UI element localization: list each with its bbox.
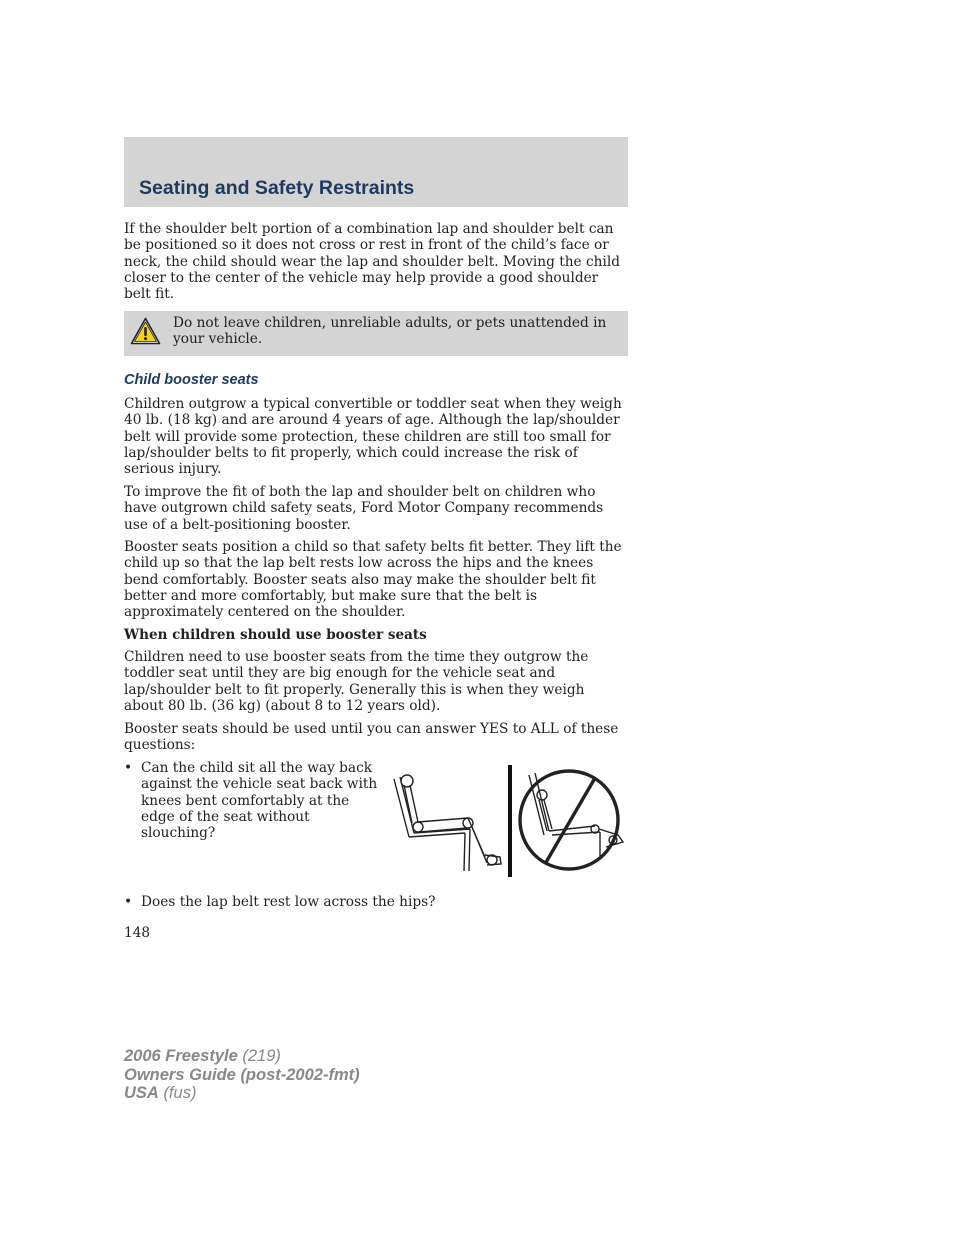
incorrect-seating-figure [520,771,623,869]
footer-guide: Owners Guide (post-2002-fmt) [124,1065,360,1084]
footer-region: USA [124,1084,159,1102]
section-header-band [124,137,628,207]
paragraph-outgrow: Children outgrow a typical convertible or toddler seat when they weigh 40 lb. (18 kg) and are around 4 years of age. Although the lap/shoulder belt will provide some protection, these children are still too small for lap/shoulder belts to fit properly, which could increase the risk of serious injury. [124,396,622,478]
footer-model-line [124,1047,360,1066]
correct-seating-figure [394,775,501,871]
warning-triangle-icon [130,317,161,345]
warning-text: Do not leave children, unreliable adults, or pets unattended in your vehicle. [173,315,607,348]
warning-box [124,311,628,356]
subhead-when-use-booster: When children should use booster seats [124,627,427,643]
section-title: Seating and Safety Restraints [139,177,415,199]
footer-model-code: (219) [242,1047,281,1065]
footer-region-line [124,1084,360,1103]
bullet-marker: • [124,894,133,910]
paragraph-until-yes: Booster seats should be used until you can answer YES to ALL of these questions: [124,721,619,754]
footer-region-code: (fus) [163,1084,197,1102]
paragraph-shoulder-belt: If the shoulder belt portion of a combination lap and shoulder belt can be positioned so it does not cross or rest in front of the child’s face or neck, the child should wear the lap and shoulder belt. Moving the child closer to the center of the vehicle may help provide a good shoulder belt fit. [124,221,620,303]
bullet-text: Can the child sit all the way back against the vehicle seat back with knees bent comfortably at the edge of the seat without slouching? [141,760,378,842]
paragraph-need-booster: Children need to use booster seats from the time they outgrow the toddler seat until they are big enough for the vehicle seat and lap/shoulder belt to fit properly. Generally this is when they weigh about 80 lb. (36 kg) (about 8 to 12 years old). [124,649,589,714]
bullet-text: Does the lap belt rest low across the hips? [141,894,436,910]
bullet-marker: • [124,760,133,776]
paragraph-booster-position: Booster seats position a child so that safety belts fit better. They lift the child up so that the lap belt rests low across the hips and the knees bend comfortably. Booster seats also may make the shoulder belt fit better and more comfortably, but make sure that the belt is approximately centered on the shoulder. [124,539,622,621]
paragraph-improve-fit: To improve the fit of both the lap and shoulder belt on children who have outgrown child safety seats, Ford Motor Company recommends use of a belt-positioning booster. [124,484,604,533]
footer-model: 2006 Freestyle [124,1047,238,1065]
booster-seat-illustration [392,763,626,879]
document-footer [124,1047,360,1103]
page-number: 148 [124,925,151,941]
subhead-child-booster-seats: Child booster seats [124,372,259,388]
